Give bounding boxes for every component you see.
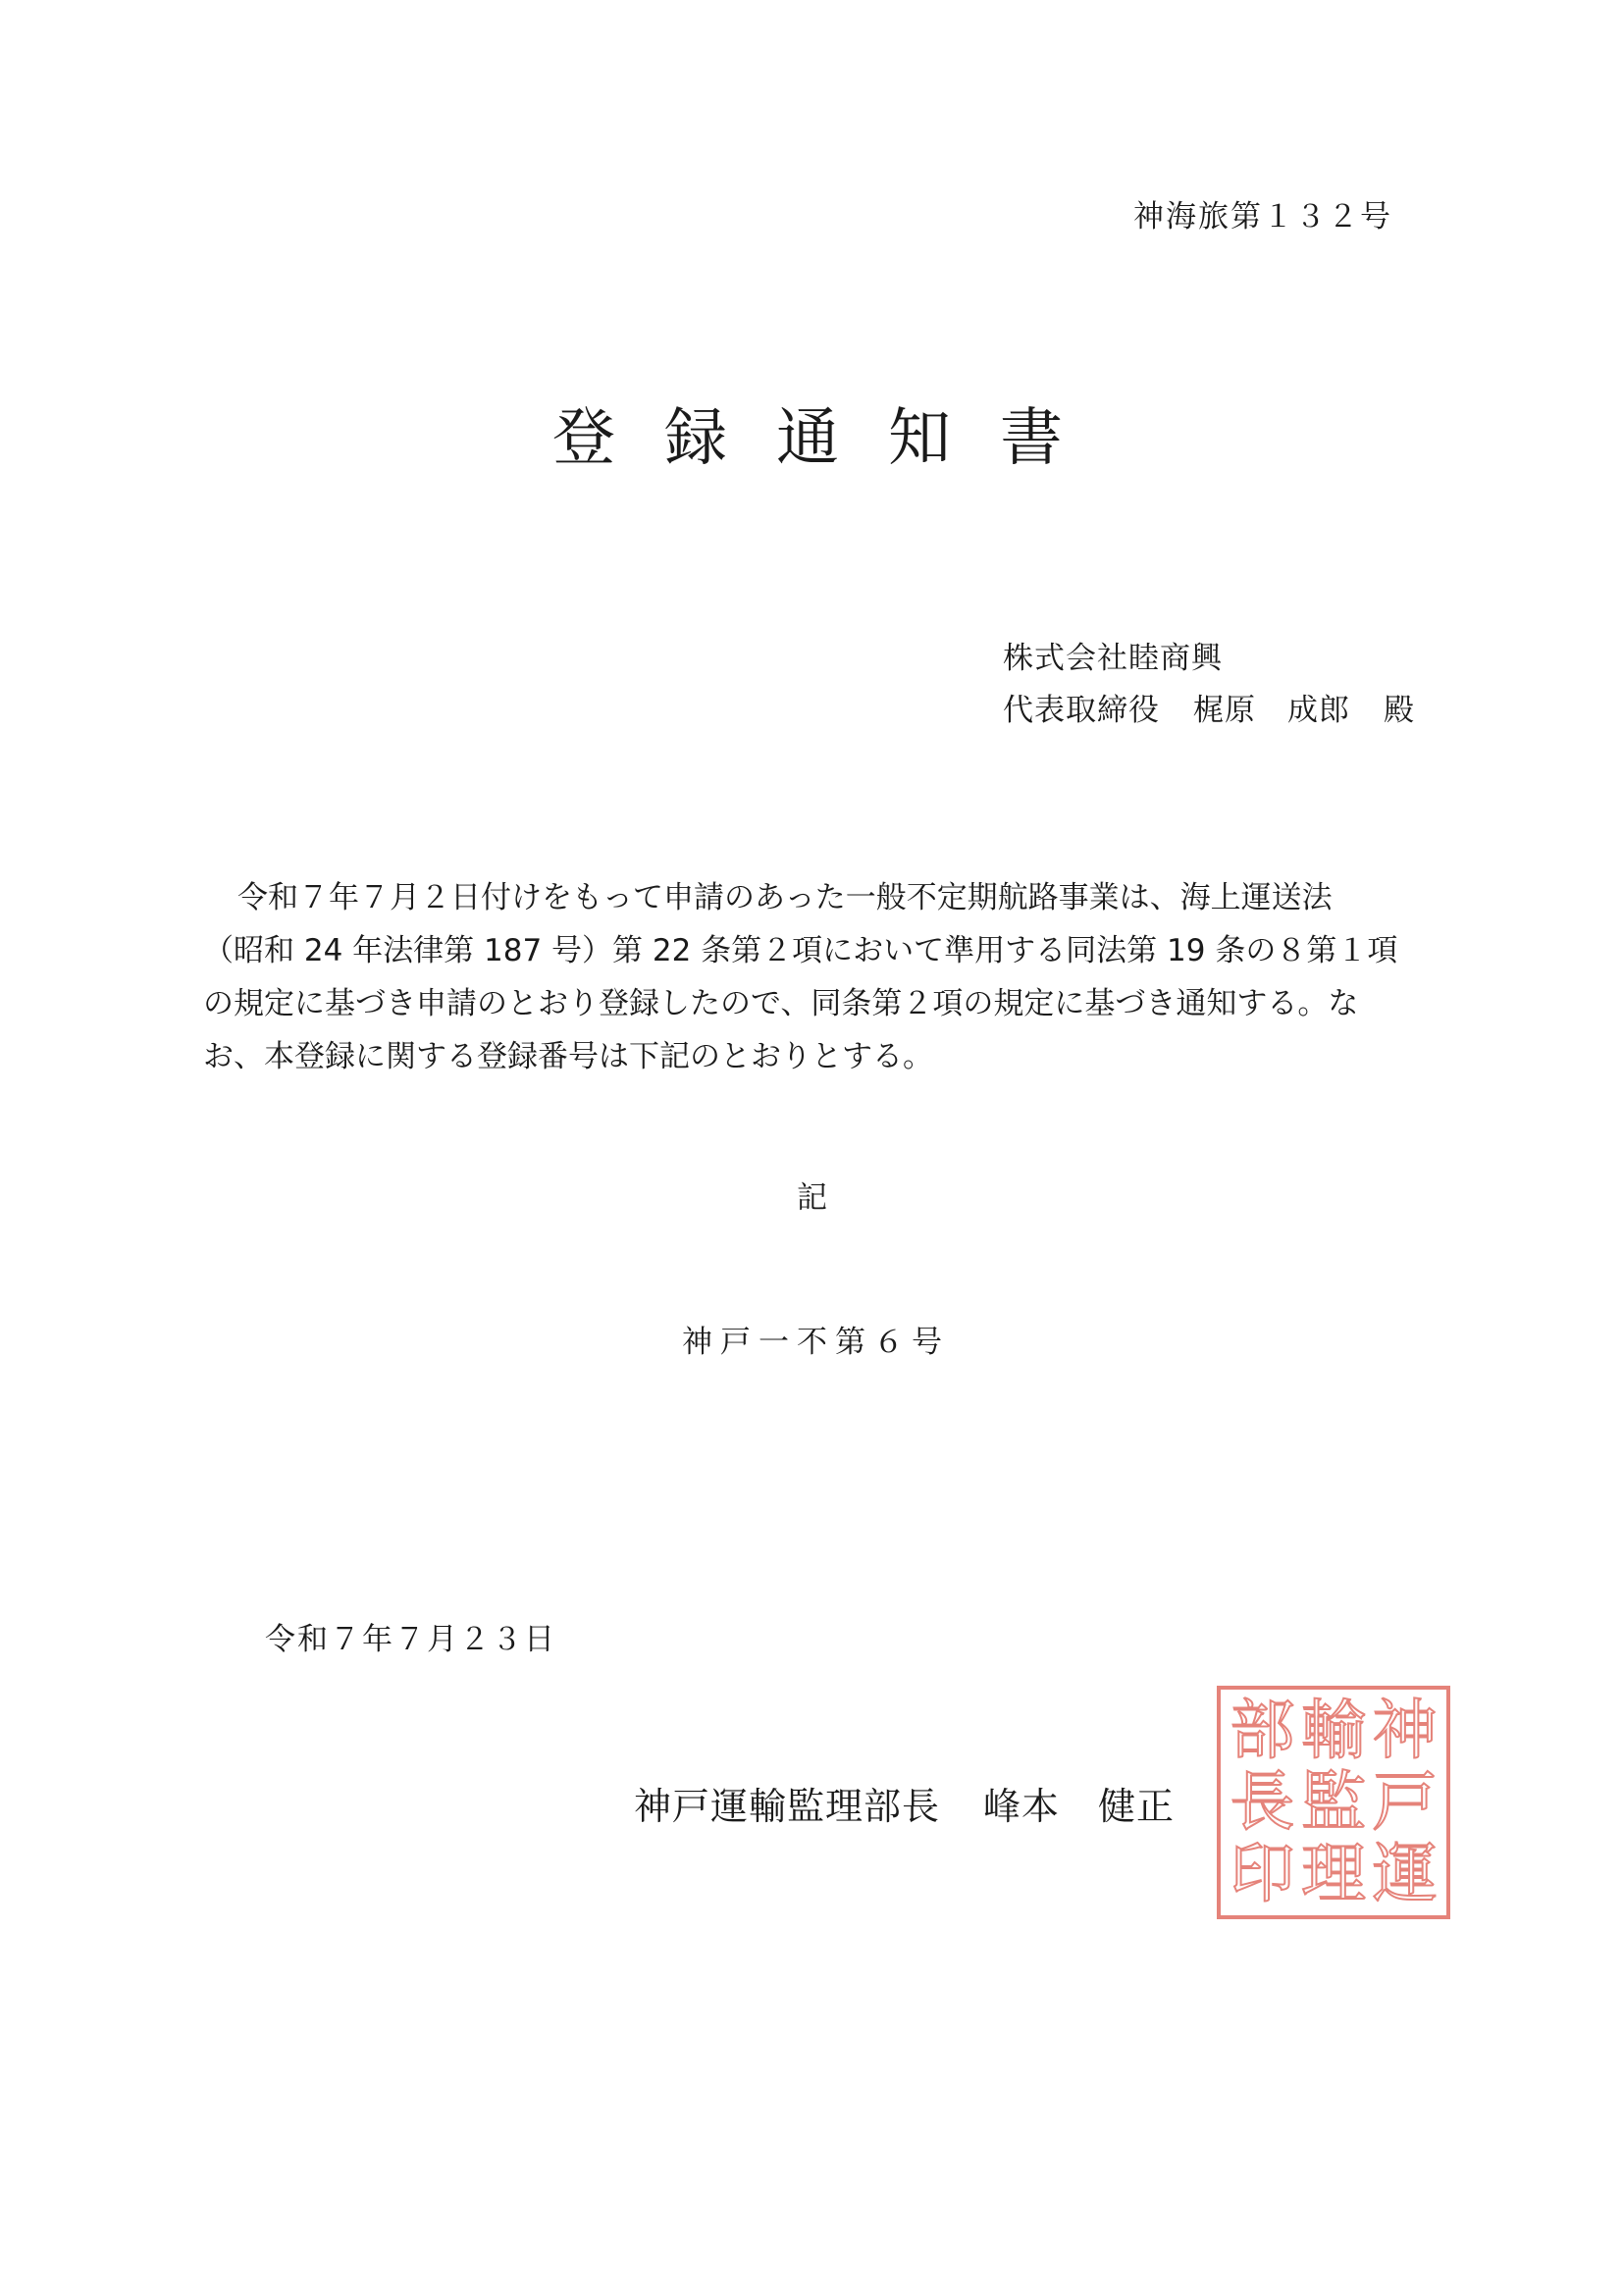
addressee-honorific: 殿 <box>1384 693 1415 728</box>
official-seal-stamp <box>1217 1686 1450 1919</box>
signer-line <box>634 1776 1218 1830</box>
ki-label: 記 <box>797 1180 827 1216</box>
body-line: （昭和 24 年法律第 187 号）第 22 条第２項において準用する同法第 19 条の８第１項 <box>203 933 1398 968</box>
document-number: 神海旅第１３２号 <box>1133 199 1392 235</box>
body-line: お、本登録に関する登録番号は下記のとおりとする。 <box>203 1039 933 1074</box>
seal-character: 理 <box>1300 1835 1366 1911</box>
body-line: 令和７年７月２日付けをもって申請のあった一般不定期航路事業は、海上運送法 <box>237 880 1333 915</box>
seal-character: 神 <box>1372 1693 1438 1769</box>
addressee-title: 代表取締役 <box>1003 693 1160 728</box>
addressee-person <box>1003 685 1448 729</box>
seal-character: 監 <box>1300 1763 1366 1840</box>
signer-title: 神戸運輸監理部長 <box>634 1785 941 1828</box>
seal-character: 戸 <box>1372 1763 1438 1840</box>
signer-name: 峰本 健正 <box>983 1785 1176 1828</box>
seal-character: 輸 <box>1300 1693 1366 1769</box>
addressee-company: 株式会社睦商興 <box>1003 641 1223 676</box>
seal-character: 長 <box>1230 1763 1295 1840</box>
registration-number: 神戸一不第６号 <box>682 1325 950 1360</box>
body-paragraph <box>203 871 1440 1083</box>
issue-date: 令和７年７月２３日 <box>265 1622 556 1657</box>
addressee-name: 梶原 成郎 <box>1193 693 1350 728</box>
seal-character: 部 <box>1230 1693 1295 1769</box>
body-line: の規定に基づき申請のとおり登録したので、同条第２項の規定に基づき通知する。な <box>203 986 1359 1021</box>
seal-character: 運 <box>1372 1835 1438 1911</box>
seal-character: 印 <box>1230 1835 1295 1911</box>
document-title: 登録通知書 <box>552 402 1112 475</box>
